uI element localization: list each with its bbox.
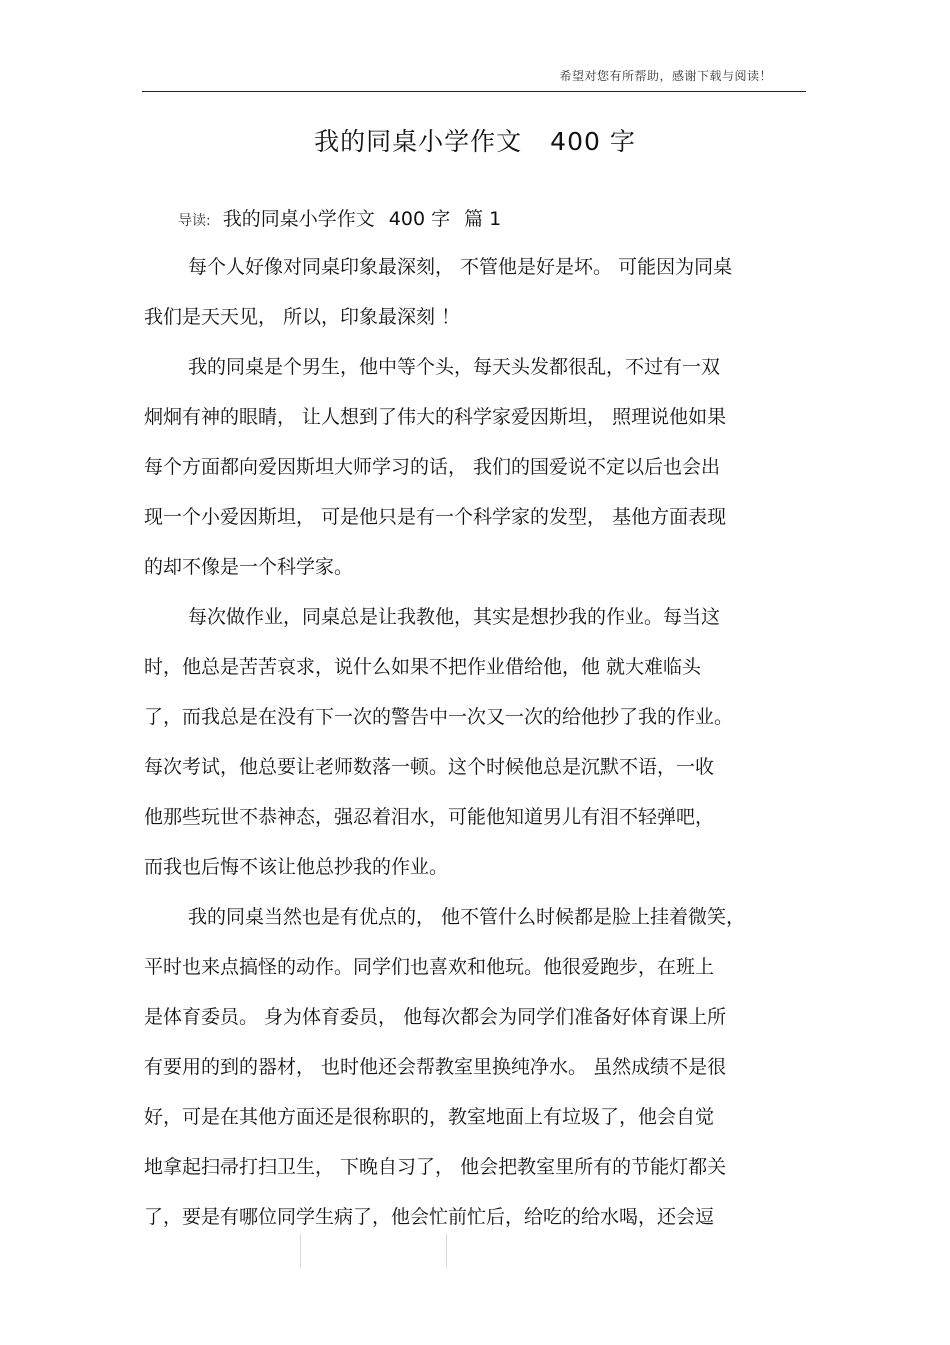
text-line: 现一个小爱因斯坦， 可是他只是有一个科学家的发型， 基他方面表现: [144, 506, 727, 528]
text-line: 平时也来点搞怪的动作。同学们也喜欢和他玩。他很爱跑步，在班上: [144, 956, 715, 978]
text-line: 地拿起扫帚打扫卫生， 下晚自习了， 他会把教室里所有的节能灯都关: [144, 1156, 727, 1178]
guide-line: [178, 204, 501, 231]
guide-part: 篇 1: [464, 208, 502, 230]
guide-suffix: 400 字: [388, 208, 451, 230]
text-line: 每次考试，他总要让老师数落一顿。这个时候他总是沉默不语，一收: [144, 756, 715, 778]
text-line: 了，要是有哪位同学生病了，他会忙前忙后，给吃的给水喝，还会逗: [144, 1206, 715, 1228]
text-line: 每个方面都向爱因斯坦大师学习的话， 我们的国爱说不定以后也会出: [144, 456, 721, 478]
header-divider: [142, 91, 806, 92]
text-line: 而我也后悔不该让他总抄我的作业。: [144, 856, 449, 878]
title-suffix: 400 字: [550, 127, 636, 156]
title-main: 我的同桌小学作文: [314, 127, 523, 156]
text-line: 我的同桌是个男生，他中等个头，每天头发都很乱，不过有一双: [188, 356, 721, 378]
text-line: 是体育委员。 身为体育委员， 他每次都会为同学们准备好体育课上所: [144, 1006, 727, 1028]
page-divider: [446, 1234, 447, 1268]
page-divider: [300, 1234, 301, 1268]
text-line: 每个人好像对同桌印象最深刻， 不管他是好是坏。 可能因为同桌: [188, 256, 733, 278]
text-line: 每次做作业，同桌总是让我教他，其实是想抄我的作业。每当这: [188, 606, 721, 628]
text-line: 有要用的到的器材， 也时他还会帮教室里换纯净水。 虽然成绩不是很: [144, 1056, 727, 1078]
text-line: 炯炯有神的眼睛， 让人想到了伟大的科学家爱因斯坦， 照理说他如果: [144, 406, 727, 428]
text-line: 他那些玩世不恭神态，强忍着泪水，可能他知道男儿有泪不轻弹吧，: [144, 806, 715, 828]
header-note: 希望对您有所帮助，感谢下载与阅读！: [559, 69, 772, 83]
text-line: 了，而我总是在没有下一次的警告中一次又一次的给他抄了我的作业。: [144, 706, 734, 728]
text-line: 我们是天天见， 所以，印象最深刻 ！: [144, 306, 461, 328]
guide-label: 导读:: [178, 213, 211, 229]
text-line: 时，他总是苦苦哀求，说什么如果不把作业借给他，他 就大难临头: [144, 656, 702, 678]
page-title: [0, 122, 950, 158]
guide-title: 我的同桌小学作文: [222, 208, 375, 230]
text-line: 的却不像是一个科学家。: [144, 556, 354, 578]
text-line: 好，可是在其他方面还是很称职的，教室地面上有垃圾了，他会自觉: [144, 1106, 715, 1128]
text-line: 我的同桌当然也是有优点的， 他不管什么时候都是脸上挂着微笑，: [188, 906, 746, 928]
